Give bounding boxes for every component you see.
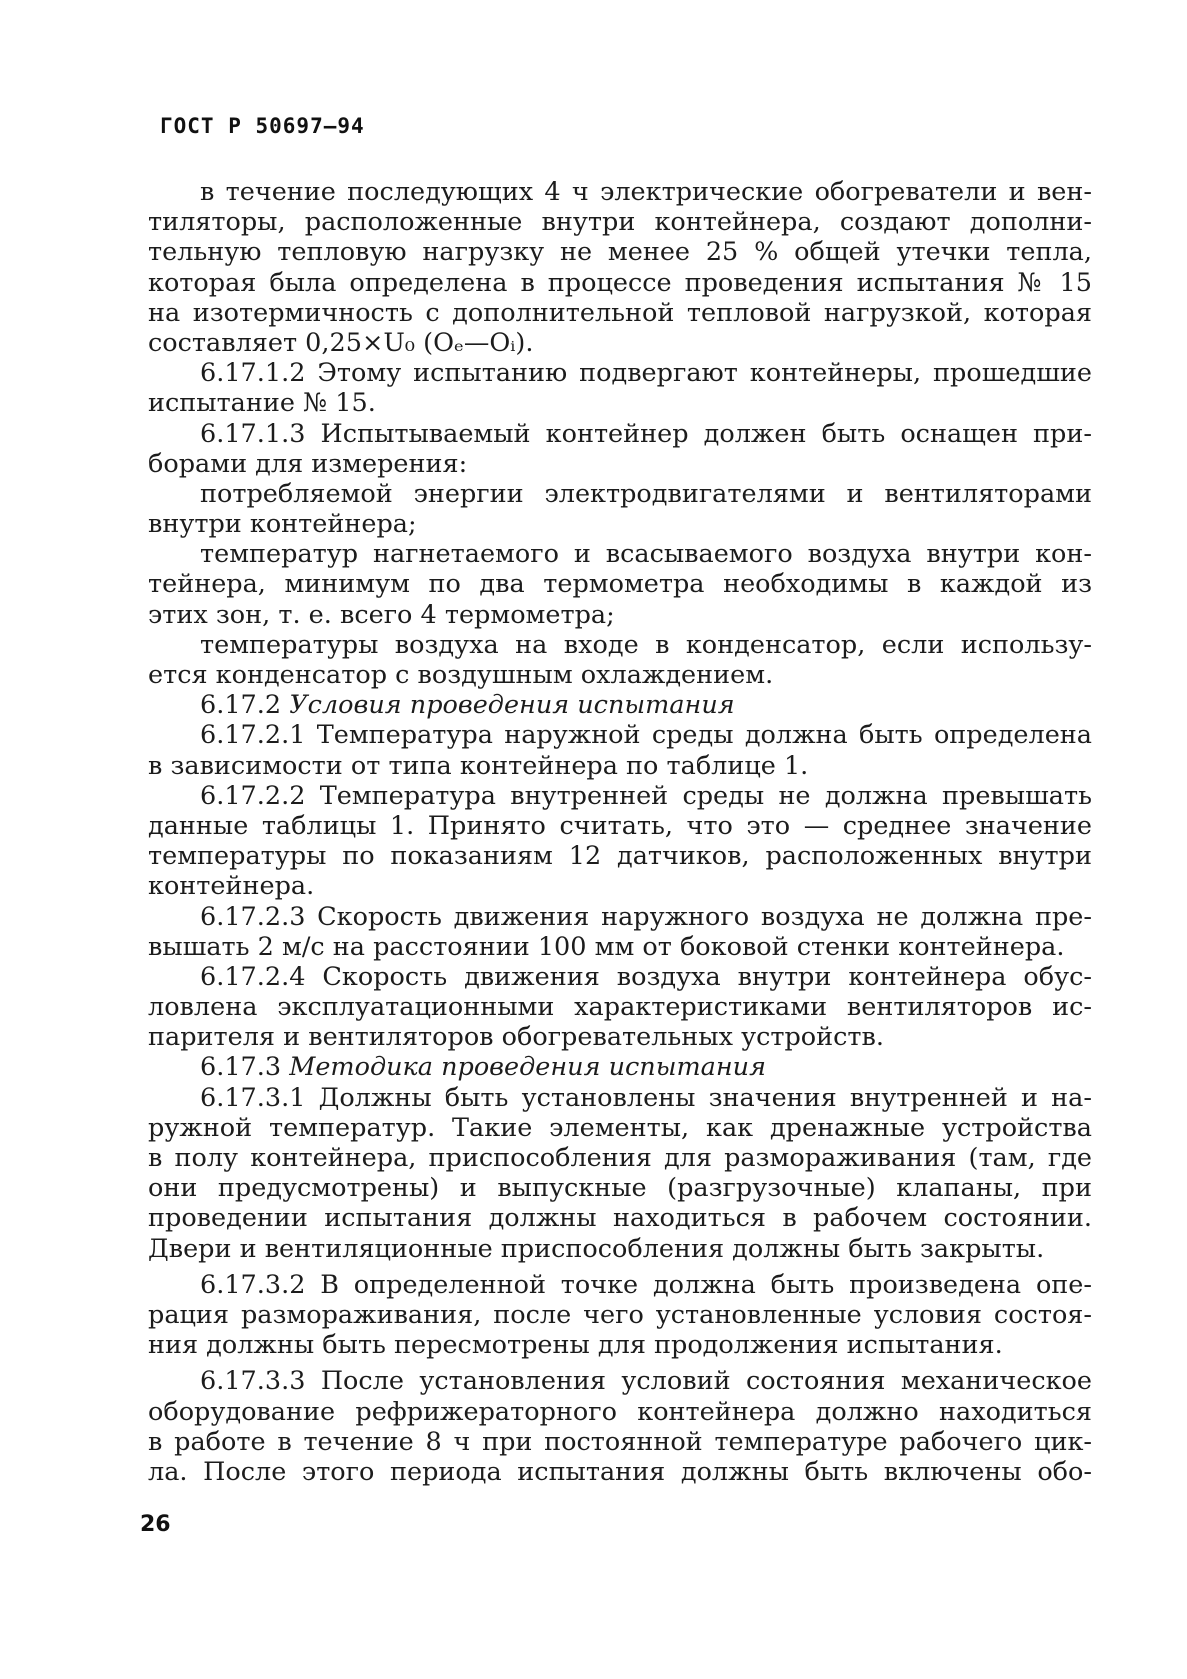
body-text [148, 177, 1092, 1487]
text-line: ется конденсатор с воздушным охлаждением. [148, 660, 774, 690]
text-line: парителя и вентиляторов обогревательных устройств. [148, 1022, 885, 1053]
text-line: тиляторы, расположенные внутри контейнера, создают дополни- [148, 207, 1092, 238]
text-line: Двери и вентиляционные приспособления должны быть закрыты. [148, 1233, 1045, 1264]
text-line: 6.17.3 Методика проведения испытания [200, 1052, 766, 1083]
text-line: рация размораживания, после чего установленные условия состоя- [148, 1299, 1092, 1330]
text-line: 6.17.2 Условия проведения испытания [200, 690, 735, 721]
text-line: в течение последующих 4 ч электрические обогреватели и вен- [200, 177, 1092, 207]
page-number: 26 [140, 1512, 171, 1537]
text-line: тейнера, минимум по два термометра необходимы в каждой из [148, 569, 1092, 600]
text-line: вышать 2 м/с на расстоянии 100 мм от боковой стенки контейнера. [148, 931, 1065, 962]
text-line: 6.17.3.3 После установления условий состояния механическое [200, 1366, 1092, 1397]
text-line: потребляемой энергии электродвигателями и вентиляторами [200, 478, 1092, 509]
text-line: 6.17.2.3 Скорость движения наружного воздуха не должна пре- [200, 901, 1092, 932]
text-line: данные таблицы 1. Принято считать, что это — среднее значение [148, 810, 1092, 841]
text-line: внутри контейнера; [148, 509, 417, 540]
text-line: этих зон, т. е. всего 4 термометра; [148, 599, 615, 630]
text-line: которая была определена в процессе проведения испытания № 15 [148, 267, 1092, 298]
text-line: температуры по показаниям 12 датчиков, расположенных внутри [148, 841, 1092, 872]
text-line: проведении испытания должны находиться в рабочем состоянии. [148, 1203, 1092, 1234]
text-line: составляет 0,25×U₀ (Oₑ—Oᵢ). [148, 327, 534, 358]
text-line: ния должны быть пересмотрены для продолжения испытания. [148, 1330, 1003, 1361]
text-line: 6.17.1.2 Этому испытанию подвергают контейнеры, прошедшие [200, 358, 1092, 389]
text-line: ла. После этого периода испытания должны быть включены обо- [148, 1456, 1092, 1487]
text-line: ловлена эксплуатационными характеристиками вентиляторов ис- [148, 992, 1092, 1023]
text-line: контейнера. [148, 871, 315, 902]
text-line: испытание № 15. [148, 388, 376, 419]
text-line: на изотермичность с дополнительной тепловой нагрузкой, которая [148, 297, 1092, 328]
text-line: в полу контейнера, приспособления для размораживания (там, где [148, 1143, 1092, 1173]
text-line: в зависимости от типа контейнера по таблице 1. [148, 750, 809, 781]
text-line: температур нагнетаемого и всасываемого воздуха внутри кон- [200, 539, 1092, 570]
text-line: 6.17.3.2 В определенной точке должна быть произведена опе- [200, 1269, 1092, 1300]
document-header: ГОСТ Р 50697—94 [160, 114, 365, 138]
text-line: ружной температур. Такие элементы, как дренажные устройства [148, 1112, 1092, 1143]
text-line: борами для измерения: [148, 448, 468, 479]
text-line: 6.17.2.2 Температура внутренней среды не должна превышать [200, 780, 1092, 811]
text-line: в работе в течение 8 ч при постоянной температуре рабочего цик- [148, 1426, 1092, 1457]
text-line: 6.17.2.1 Температура наружной среды должна быть определена [200, 720, 1092, 751]
text-line: тельную тепловую нагрузку не менее 25 % общей утечки тепла, [148, 237, 1092, 268]
text-line: оборудование рефрижераторного контейнера должно находиться [148, 1396, 1092, 1427]
text-line: 6.17.1.3 Испытываемый контейнер должен быть оснащен при- [200, 418, 1092, 449]
text-line: они предусмотрены) и выпускные (разгрузочные) клапаны, при [148, 1173, 1092, 1204]
text-line: температуры воздуха на входе в конденсатор, если использу- [200, 629, 1092, 660]
text-line: 6.17.2.4 Скорость движения воздуха внутри контейнера обус- [200, 961, 1092, 992]
text-line: 6.17.3.1 Должны быть установлены значения внутренней и на- [200, 1082, 1092, 1113]
